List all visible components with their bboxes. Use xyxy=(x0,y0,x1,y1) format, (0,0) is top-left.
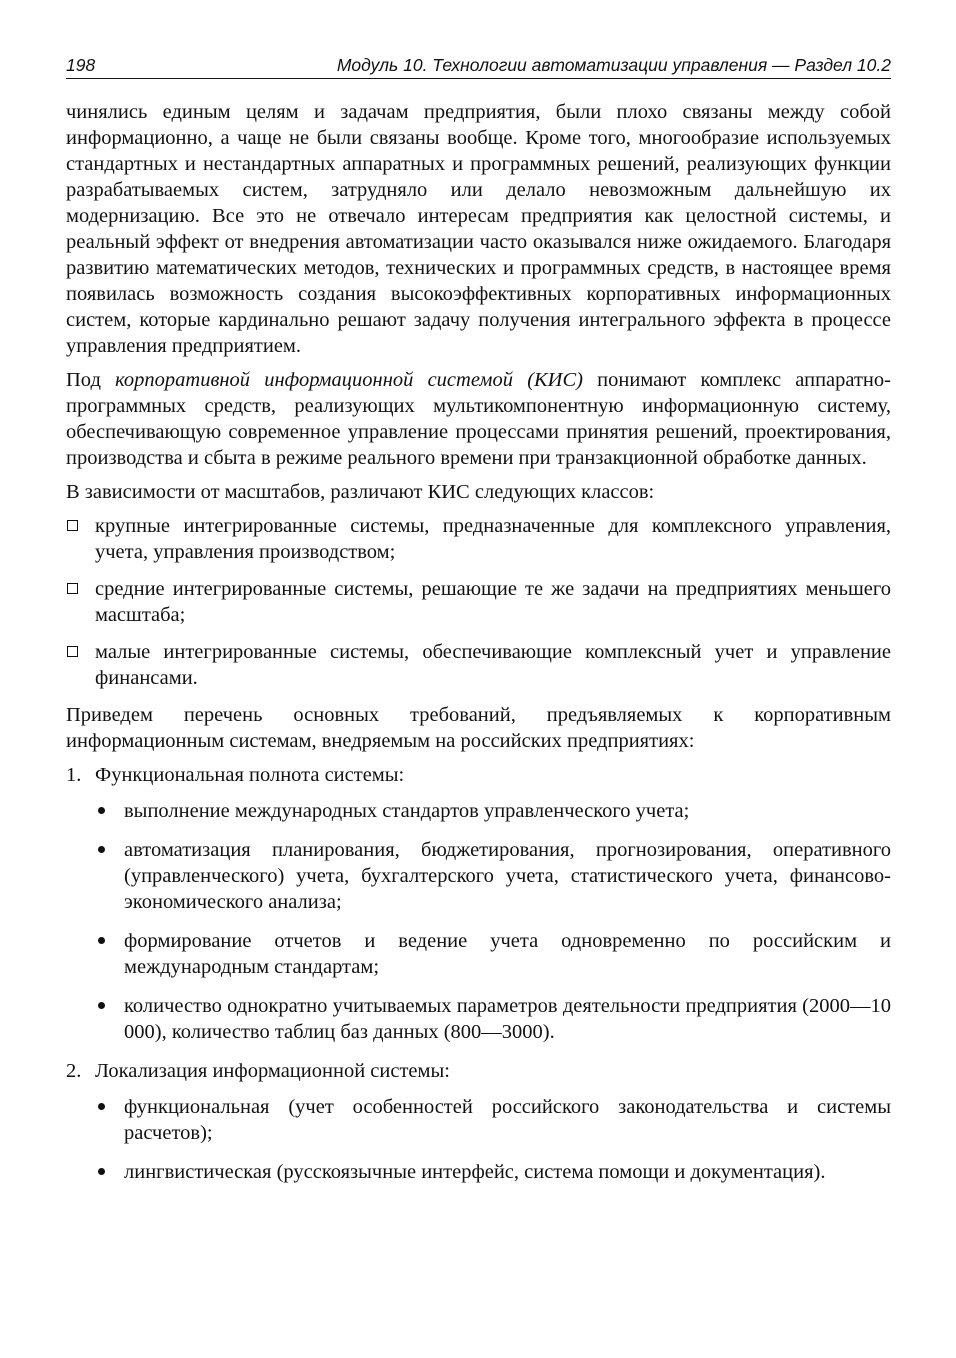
paragraph-lead: Под xyxy=(66,369,116,391)
bullet-icon xyxy=(98,1103,105,1110)
book-page xyxy=(66,54,891,1198)
requirement-title: Функциональная полнота системы: xyxy=(95,764,405,786)
paragraph-kis-definition xyxy=(66,367,891,471)
list-item-text: количество однократно учитываемых параметров деятельности предприятия (2000—10 000), количество таблиц баз данных (800—3000). xyxy=(124,995,891,1043)
bullet-icon xyxy=(98,937,105,944)
list-item-text: средние интегрированные системы, решающие те же задачи на предприятиях меньшего масштаба; xyxy=(95,578,891,626)
checkbox-bullet-icon xyxy=(67,520,78,531)
list-item xyxy=(66,513,891,565)
list-item xyxy=(95,1094,891,1146)
list-item xyxy=(66,576,891,628)
list-item xyxy=(95,928,891,980)
requirement-sublist xyxy=(95,1094,891,1185)
bullet-icon xyxy=(98,807,105,814)
bullet-icon xyxy=(98,1168,105,1175)
running-title: Модуль 10. Технологии автоматизации управления — Раздел 10.2 xyxy=(336,55,891,75)
list-item-text: формирование отчетов и ведение учета одновременно по российским и международным стандартам; xyxy=(124,930,891,978)
list-item xyxy=(95,837,891,915)
defined-term: корпоративной информационной системой (КИС) xyxy=(115,369,583,391)
requirement-item xyxy=(66,1058,891,1185)
list-item xyxy=(95,993,891,1045)
bullet-icon xyxy=(98,846,105,853)
checkbox-bullet-icon xyxy=(67,646,78,657)
list-item-text: малые интегрированные системы, обеспечивающие комплексный учет и управление финансами. xyxy=(95,641,891,689)
requirements-list xyxy=(66,762,891,1185)
paragraph-requirements-intro: Приведем перечень основных требований, предъявляемых к корпоративным информационным системам, внедряемым на российских предприятиях: xyxy=(66,704,891,752)
list-item-text: автоматизация планирования, бюджетирования, прогнозирования, оперативного (управленческого) учета, бухгалтерского учета, статистического учета, финансово-экономического анализа; xyxy=(124,839,891,913)
list-item xyxy=(95,798,891,824)
paragraph-kis-classes-intro: В зависимости от масштабов, различают КИС следующих классов: xyxy=(66,481,655,503)
list-item-text: выполнение международных стандартов управленческого учета; xyxy=(124,800,690,822)
paragraph-continuation: чинялись единым целям и задачам предприятия, были плохо связаны между собой информационно, а чаще не были связаны вообще. Кроме того, многообразие используемых стандартных и нестандартных аппаратных и программных решений, реализующих функции разрабатываемых систем, затрудняло или делало невозможным дальнейшую их модернизацию. Все это не отвечало интересам предприятия как целостной системы, и реальный эффект от внедрения автоматизации часто оказывался ниже ожидаемого. Благодаря развитию математических методов, технических и программных средств, в настоящее время появилась возможность создания высокоэффективных корпоративных информационных систем, которые кардинально решают задачу получения интегрального эффекта в процессе управления предприятием. xyxy=(66,101,891,357)
running-header xyxy=(66,54,891,79)
list-item-text: крупные интегрированные системы, предназначенные для комплексного управления, учета, управления производством; xyxy=(95,515,891,563)
list-item-text: лингвистическая (русскоязычные интерфейс, система помощи и документация). xyxy=(124,1161,826,1183)
list-item-text: функциональная (учет особенностей российского законодательства и системы расчетов); xyxy=(124,1096,891,1144)
page-number: 198 xyxy=(66,55,96,75)
body-text xyxy=(66,99,891,1185)
requirement-title: Локализация информационной системы: xyxy=(95,1060,450,1082)
list-item xyxy=(66,639,891,691)
bullet-icon xyxy=(98,1002,105,1009)
list-item xyxy=(95,1159,891,1185)
requirement-number: 1. xyxy=(66,764,82,786)
requirement-sublist xyxy=(95,798,891,1045)
checkbox-bullet-icon xyxy=(67,583,78,594)
kis-classes-list xyxy=(66,513,891,691)
requirement-number: 2. xyxy=(66,1060,82,1082)
requirement-item xyxy=(66,762,891,1045)
paragraph-rest: понимают комплекс аппаратно-программных средств, реализующих мультикомпонентную информационную систему, обеспечивающую современное управление процессами принятия решений, проектирования, производства и сбыта в режиме реального времени при транзакционной обработке данных. xyxy=(66,369,891,469)
